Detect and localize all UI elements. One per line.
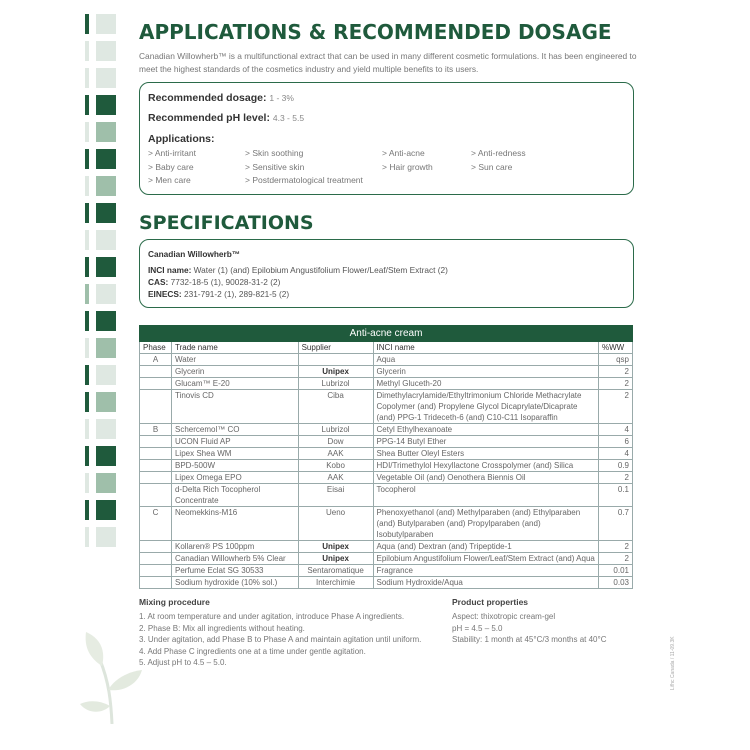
mixing-step: 4. Add Phase C ingredients one at a time under gentle agitation. <box>139 646 366 656</box>
decorative-square <box>96 311 116 331</box>
table-cell-trade: Lipex Shea WM <box>171 448 298 460</box>
decorative-square <box>96 527 116 547</box>
table-cell-phase <box>140 448 172 460</box>
table-cell-trade: Water <box>171 354 298 366</box>
table-cell-phase <box>140 436 172 448</box>
table-cell-supplier: Sentaromatique <box>298 565 373 577</box>
table-cell-phase <box>140 472 172 484</box>
table-cell-phase <box>140 366 172 378</box>
table-body <box>140 354 633 589</box>
table-cell-ww: 4 <box>598 424 632 436</box>
table-cell-trade: Glucam™ E-20 <box>171 378 298 390</box>
decorative-square <box>96 203 116 223</box>
table-cell-phase <box>140 378 172 390</box>
einecs-label: EINECS: <box>148 289 182 299</box>
table-cell-trade: Sodium hydroxide (10% sol.) <box>171 577 298 589</box>
decorative-stripe <box>85 203 89 223</box>
application-item: > Postdermatological treatment <box>245 175 363 185</box>
table-header-row <box>140 342 633 354</box>
table-row <box>140 577 633 589</box>
table-cell-inci: Sodium Hydroxide/Aqua <box>373 577 598 589</box>
application-item: > Hair growth <box>382 161 433 172</box>
decorative-stripe <box>85 14 89 34</box>
table-cell-phase <box>140 541 172 553</box>
decorative-stripe <box>85 365 89 385</box>
cas-value: 7732-18-5 (1), 90028-31-2 (2) <box>170 277 281 287</box>
table-cell-trade: Glycerin <box>171 366 298 378</box>
page-title: APPLICATIONS & RECOMMENDED DOSAGE <box>139 20 612 44</box>
decorative-stripe <box>85 230 89 250</box>
product-name: Canadian Willowherb™ <box>148 249 241 259</box>
formula-table <box>139 325 633 589</box>
table-cell-phase <box>140 390 172 424</box>
properties-list <box>452 611 632 646</box>
table-cell-trade: Tinovis CD <box>171 390 298 424</box>
table-cell-phase: C <box>140 507 172 541</box>
table-cell-inci: PPG-14 Butyl Ether <box>373 436 598 448</box>
application-item: > Baby care <box>148 161 194 172</box>
decorative-stripe <box>85 68 89 88</box>
table-cell-ww: 0.7 <box>598 507 632 541</box>
decorative-square <box>96 230 116 250</box>
decorative-square <box>96 338 116 358</box>
cas-line <box>148 276 448 288</box>
column-header: Supplier <box>298 342 373 354</box>
dosage-line <box>148 92 294 104</box>
decorative-stripe <box>85 284 89 304</box>
table-row <box>140 565 633 577</box>
table-cell-ww: 0.1 <box>598 484 632 507</box>
decorative-square <box>96 473 116 493</box>
decorative-stripe <box>85 41 89 61</box>
table-cell-inci: Aqua (and) Dextran (and) Tripeptide-1 <box>373 541 598 553</box>
table-title-row <box>140 326 633 342</box>
decorative-stripe <box>85 446 89 466</box>
einecs-line <box>148 288 448 300</box>
table-cell-trade: Kollaren® PS 100ppm <box>171 541 298 553</box>
table-cell-inci: Shea Butter Oleyl Esters <box>373 448 598 460</box>
table-cell-supplier: Ueno <box>298 507 373 541</box>
table-cell-supplier: Unipex <box>298 366 373 378</box>
decorative-square <box>96 446 116 466</box>
table-cell-supplier: Unipex <box>298 541 373 553</box>
table-cell-supplier: AAK <box>298 472 373 484</box>
decorative-stripe <box>85 419 89 439</box>
application-item: > Sun care <box>471 161 513 172</box>
table-cell-inci: Cetyl Ethylhexanoate <box>373 424 598 436</box>
property-item: Aspect: thixotropic cream-gel <box>452 612 556 621</box>
decorative-stripe <box>85 338 89 358</box>
table-cell-inci: HDI/Trimethylol Hexyllactone Crosspolymer (and) Silica <box>373 460 598 472</box>
decorative-stripe <box>85 473 89 493</box>
table-cell-inci: Epilobium Angustifolium Flower/Leaf/Stem Extract (and) Aqua <box>373 553 598 565</box>
table-row <box>140 460 633 472</box>
table-cell-trade: Perfume Eclat SG 30533 <box>171 565 298 577</box>
decorative-square <box>96 14 116 34</box>
table-cell-phase: B <box>140 424 172 436</box>
table-row <box>140 472 633 484</box>
leaf-decoration-icon <box>78 628 148 724</box>
table-cell-supplier <box>298 354 373 366</box>
table-row <box>140 390 633 424</box>
footer-code: Lifhc Canada / 11-09.3K <box>670 636 676 690</box>
einecs-value: 231-791-2 (1), 289-821-5 (2) <box>183 289 290 299</box>
cas-label: CAS: <box>148 277 169 287</box>
decorative-square <box>96 284 116 304</box>
specifications-box <box>139 239 634 308</box>
properties-title: Product properties <box>452 597 529 607</box>
table-cell-phase <box>140 460 172 472</box>
table-row <box>140 378 633 390</box>
mixing-steps <box>139 611 449 669</box>
column-header: INCI name <box>373 342 598 354</box>
decorative-square <box>96 500 116 520</box>
decorative-stripe <box>85 257 89 277</box>
decorative-square <box>96 419 116 439</box>
column-header: Phase <box>140 342 172 354</box>
mixing-title: Mixing procedure <box>139 597 210 607</box>
table-cell-supplier: Eisai <box>298 484 373 507</box>
application-item: > Skin soothing <box>245 148 304 158</box>
decorative-square <box>96 122 116 142</box>
decorative-stripe <box>85 527 89 547</box>
table-row <box>140 507 633 541</box>
table-cell-supplier: AAK <box>298 448 373 460</box>
table-cell-trade: Schercemol™ CO <box>171 424 298 436</box>
table-cell-trade: Lipex Omega EPO <box>171 472 298 484</box>
table-cell-phase <box>140 484 172 507</box>
application-item: > Men care <box>148 175 191 185</box>
property-item: Stability: 1 month at 45°C/3 months at 40°C <box>452 635 607 644</box>
application-item: > Anti-irritant <box>148 148 196 158</box>
table-cell-ww: 6 <box>598 436 632 448</box>
table-cell-ww: 2 <box>598 378 632 390</box>
mixing-step: 2. Phase B: Mix all ingredients without heating. <box>139 623 305 633</box>
table-cell-phase <box>140 565 172 577</box>
decorative-square <box>96 149 116 169</box>
table-row <box>140 448 633 460</box>
table-cell-inci: Fragrance <box>373 565 598 577</box>
decorative-square <box>96 257 116 277</box>
table-cell-ww: 2 <box>598 366 632 378</box>
decorative-square <box>96 68 116 88</box>
table-cell-ww: 2 <box>598 390 632 424</box>
table-cell-ww: 0.9 <box>598 460 632 472</box>
table-cell-ww: 2 <box>598 472 632 484</box>
table-row <box>140 484 633 507</box>
mixing-step: 3. Under agitation, add Phase B to Phase A and maintain agitation until uniform. <box>139 635 422 644</box>
dosage-label: Recommended dosage: <box>148 92 267 104</box>
mixing-step: 1. At room temperature and under agitation, introduce Phase A ingredients. <box>139 612 405 621</box>
ph-label: Recommended pH level: <box>148 112 270 124</box>
ph-line <box>148 112 304 124</box>
table-cell-inci: Tocopherol <box>373 484 598 507</box>
decorative-stripe <box>85 311 89 331</box>
decorative-stripe <box>85 392 89 412</box>
table-cell-inci: Vegetable Oil (and) Oenothera Biennis Oil <box>373 472 598 484</box>
ph-value: 4.3 - 5.5 <box>272 113 305 123</box>
table-cell-ww: 0.01 <box>598 565 632 577</box>
inci-value: Water (1) (and) Epilobium Angustifolium Flower/Leaf/Stem Extract (2) <box>193 265 448 275</box>
intro-paragraph: Canadian Willowherb™ is a multifunctional extract that can be used in many different cosmetic formulations. It has been engineered to meet the highest standards of the cosmetics industry and yield multiple benefits to its users. <box>139 51 637 74</box>
table-row <box>140 424 633 436</box>
decorative-square <box>96 392 116 412</box>
table-title: Anti-acne cream <box>140 326 633 342</box>
table-cell-phase <box>140 553 172 565</box>
decorative-stripe <box>85 122 89 142</box>
table-cell-phase: A <box>140 354 172 366</box>
table-cell-inci: Dimethylacrylamide/Ethyltrimonium Chloride Methacrylate Copolymer (and) Propylene Glycol Dicaprylate/Dicaprate (and) PPG-1 Trideceth-6 (and) C10-C11 Isoparaffin <box>373 390 598 424</box>
decorative-square <box>96 365 116 385</box>
column-header: %WW <box>598 342 632 354</box>
decorative-stripe <box>85 176 89 196</box>
table-cell-ww: qsp <box>598 354 632 366</box>
decorative-square <box>96 41 116 61</box>
application-item: > Anti-redness <box>471 148 526 158</box>
table-cell-supplier: Kobo <box>298 460 373 472</box>
table-row <box>140 366 633 378</box>
decorative-square <box>96 176 116 196</box>
property-item: pH = 4.5 – 5.0 <box>452 623 503 633</box>
table-cell-supplier: Lubrizol <box>298 424 373 436</box>
table-row <box>140 354 633 366</box>
table-cell-trade: Canadian Willowherb 5% Clear <box>171 553 298 565</box>
table-cell-inci: Phenoxyethanol (and) Methylparaben (and) Ethylparaben (and) Butylparaben (and) Propylparaben (and) Isobutylparaben <box>373 507 598 541</box>
table-cell-supplier: Dow <box>298 436 373 448</box>
table-cell-ww: 2 <box>598 553 632 565</box>
inci-label: INCI name: <box>148 265 192 275</box>
table-cell-supplier: Interchimie <box>298 577 373 589</box>
table-cell-supplier: Ciba <box>298 390 373 424</box>
table-cell-supplier: Lubrizol <box>298 378 373 390</box>
table-cell-inci: Aqua <box>373 354 598 366</box>
table-cell-phase <box>140 577 172 589</box>
table-cell-supplier: Unipex <box>298 553 373 565</box>
table-cell-ww: 2 <box>598 541 632 553</box>
table-cell-trade: UCON Fluid AP <box>171 436 298 448</box>
decorative-stripe <box>85 500 89 520</box>
table-cell-ww: 0.03 <box>598 577 632 589</box>
table-row <box>140 436 633 448</box>
decorative-square <box>96 95 116 115</box>
inci-line <box>148 264 448 276</box>
application-item: > Anti-acne <box>382 148 425 158</box>
decorative-stripe <box>85 95 89 115</box>
table-cell-trade: Neomekkins-M16 <box>171 507 298 541</box>
table-cell-ww: 4 <box>598 448 632 460</box>
applications-label: Applications: <box>148 133 215 145</box>
table-cell-trade: d-Delta Rich Tocopherol Concentrate <box>171 484 298 507</box>
table-cell-inci: Glycerin <box>373 366 598 378</box>
dosage-value: 1 - 3% <box>269 93 294 103</box>
table-row <box>140 541 633 553</box>
application-item: > Sensitive skin <box>245 161 305 172</box>
column-header: Trade name <box>171 342 298 354</box>
table-row <box>140 553 633 565</box>
table-cell-trade: BPD-500W <box>171 460 298 472</box>
dosage-box <box>139 82 634 195</box>
decorative-stripe <box>85 149 89 169</box>
specifications-title: SPECIFICATIONS <box>139 212 314 234</box>
table-cell-inci: Methyl Gluceth-20 <box>373 378 598 390</box>
mixing-step: 5. Adjust pH to 4.5 – 5.0. <box>139 658 227 667</box>
applications-list <box>148 147 618 191</box>
